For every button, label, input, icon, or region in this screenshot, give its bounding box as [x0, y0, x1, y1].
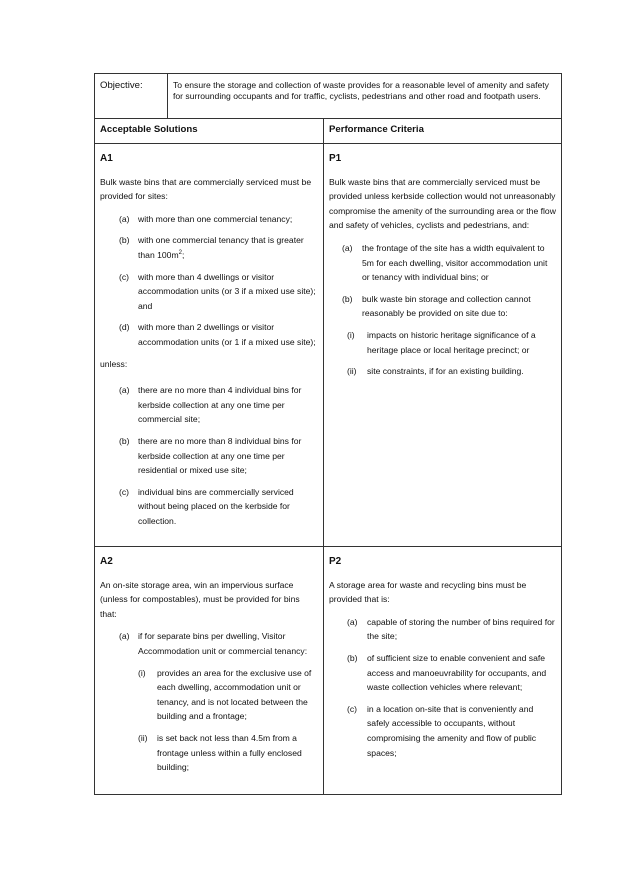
- list-item: [100, 233, 318, 262]
- p2-intro: A storage area for waste and recycling bins must be provided that is:: [329, 579, 527, 605]
- list-label: (ii): [138, 732, 148, 743]
- list-text: site constraints, if for an existing building.: [367, 366, 524, 377]
- cell-a1: [95, 144, 324, 547]
- clause-code-a2: A2: [100, 556, 113, 567]
- list-text: is set back not less than 4.5m from a frontage unless within a fully enclosed building;: [157, 732, 302, 773]
- cell-a2: [95, 547, 324, 795]
- list-item: [100, 434, 318, 478]
- list-item: [100, 383, 318, 427]
- list-label: (c): [347, 703, 358, 714]
- list-label: (a): [119, 385, 130, 396]
- list-text: of sufficient size to enable convenient and safe access and manoeuvrability for occupants, and waste collection vehicles where relevant;: [367, 652, 547, 693]
- list-label: (c): [119, 486, 130, 497]
- list-item: [329, 364, 556, 379]
- list-text-main: with one commercial tenancy that is greater than 100m: [138, 235, 304, 260]
- a2-intro: An on-site storage area, win an impervious surface (unless for compostables), must be provided for bins that:: [100, 579, 300, 619]
- list-item: [100, 731, 318, 775]
- objective-table: [94, 73, 562, 119]
- list-text: in a location on-site that is conveniently and safely accessible to occupants, without compromising the amenity and flow of public spaces;: [367, 703, 537, 758]
- list-text: provides an area for the exclusive use of each dwelling, accommodation unit or tenancy, and is not located between the building and a frontage;: [157, 667, 312, 722]
- list-label: (b): [119, 235, 130, 246]
- list-label: (a): [119, 631, 130, 642]
- list-text: [138, 233, 318, 262]
- document-page: [94, 73, 561, 795]
- list-item: [329, 328, 556, 357]
- list-text-end: ;: [181, 249, 185, 260]
- list-text: with more than 4 dwellings or visitor accommodation units (or 3 if a mixed use site); and: [138, 271, 316, 311]
- criteria-table: [94, 118, 562, 795]
- list-text: bulk waste bin storage and collection cannot reasonably be provided on site due to:: [362, 293, 531, 319]
- list-label: (c): [119, 271, 130, 282]
- list-item: [100, 629, 318, 658]
- list-item: [329, 241, 556, 285]
- clause-code-p1: P1: [329, 153, 342, 164]
- unless-label: unless:: [100, 358, 128, 369]
- list-item: [100, 270, 318, 314]
- list-item: [329, 615, 556, 644]
- list-label: (i): [138, 667, 146, 678]
- list-label: (a): [347, 616, 358, 627]
- list-item: [100, 666, 318, 724]
- list-item: [100, 320, 318, 349]
- objective-label: Objective:: [95, 74, 168, 119]
- list-text: there are no more than 8 individual bins for kerbside collection at any one time per residential or mixed use site;: [138, 435, 302, 476]
- list-text: if for separate bins per dwelling, Visitor Accommodation unit or commercial tenancy:: [138, 631, 308, 656]
- list-text: there are no more than 4 individual bins for kerbside collection at any one time per commercial site;: [138, 385, 302, 425]
- clause-code-p2: P2: [329, 556, 342, 567]
- list-label: (ii): [347, 366, 357, 377]
- list-text: the frontage of the site has a width equivalent to 5m for each dwelling, visitor accommodation unit or tenancy with individual bins; or: [362, 242, 548, 283]
- list-text: individual bins are commercially serviced without being placed on the kerbside for collection.: [138, 486, 294, 526]
- header-performance-criteria: Performance Criteria: [324, 119, 562, 144]
- header-acceptable-solutions: Acceptable Solutions: [95, 119, 324, 144]
- a1-intro: Bulk waste bins that are commercially serviced must be provided for sites:: [100, 176, 312, 202]
- list-text: with more than 2 dwellings or visitor accommodation units (or 1 if a mixed use site);: [138, 322, 316, 347]
- list-item: [329, 292, 556, 321]
- list-label: (d): [119, 322, 130, 333]
- superscript: 2: [178, 250, 182, 257]
- list-label: (b): [342, 293, 353, 304]
- list-item: [329, 702, 556, 760]
- p1-intro: Bulk waste bins that are commercially serviced must be provided unless kerbside collection would not unreasonably compromise the amenity of the surrounding area or the flow and safety of vehicles, cyclists and pedestrians, and:: [329, 176, 556, 231]
- list-label: (i): [347, 329, 355, 340]
- cell-p1: [324, 144, 562, 547]
- list-text: capable of storing the number of bins required for the site;: [367, 616, 555, 642]
- cell-p2: [324, 547, 562, 795]
- list-item: [100, 485, 318, 529]
- list-label: (a): [342, 242, 353, 253]
- list-label: (b): [119, 435, 130, 446]
- list-item: [329, 651, 556, 695]
- list-text: impacts on historic heritage significance of a heritage place or local heritage precinct; or: [367, 329, 536, 355]
- objective-text: To ensure the storage and collection of waste provides for a reasonable level of amenity and safety for surrounding occupants and for traffic, cyclists, pedestrians and other road and footpath users.: [168, 74, 562, 119]
- list-label: (b): [347, 652, 358, 663]
- list-text: with more than one commercial tenancy;: [138, 213, 293, 224]
- clause-code-a1: A1: [100, 153, 113, 164]
- list-item: [100, 212, 318, 227]
- list-label: (a): [119, 213, 130, 224]
